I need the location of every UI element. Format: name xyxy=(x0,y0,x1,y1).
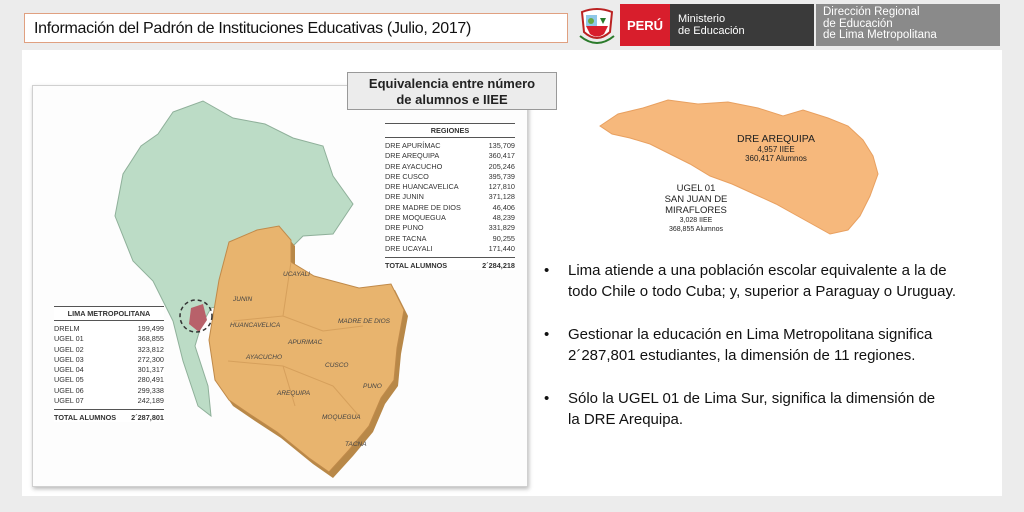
bullet-item xyxy=(542,260,1002,302)
table-row xyxy=(54,365,164,375)
map-label-arequipa: AREQUIPA xyxy=(277,390,311,397)
table-row xyxy=(385,141,515,151)
bullet-line: todo Chile o todo Cuba; y, superior a Paraguay o Uruguay. xyxy=(568,283,957,300)
bullet-dot-icon: • xyxy=(544,262,550,279)
row-name: DRE APURÍMAC xyxy=(385,141,441,150)
row-value: 299,338 xyxy=(137,385,164,395)
map-label-huancavelica: HUANCAVELICA xyxy=(230,322,281,329)
lima-total xyxy=(54,409,164,422)
arequipa-alumnos: 360,417 Alumnos xyxy=(745,154,807,163)
bullet-line: 2´287,801 estudiantes, la dimensión de 11 regiones. xyxy=(568,347,916,364)
row-name: UGEL 07 xyxy=(54,396,84,406)
row-name: DRE AYACUCHO xyxy=(385,161,443,171)
row-name: DRE JUNIN xyxy=(385,192,424,202)
row-value: 360,417 xyxy=(488,151,515,161)
bullet-line: Sólo la UGEL 01 de Lima Sur, significa la dimensión de xyxy=(568,390,936,407)
ugel01-iiee: 3,028 IIEE xyxy=(679,217,713,224)
row-value: 272,300 xyxy=(137,354,164,364)
map-label-cusco: CUSCO xyxy=(325,362,349,369)
table-row xyxy=(385,172,515,182)
ministerio-line-1: Ministerio xyxy=(678,13,726,25)
regiones-total xyxy=(385,257,515,270)
row-name: DRE MOQUEGUA xyxy=(385,213,446,223)
row-value: 242,189 xyxy=(137,396,164,406)
row-value: 331,829 xyxy=(488,223,515,233)
row-name: UGEL 05 xyxy=(54,375,84,385)
table-row xyxy=(385,182,515,192)
direccion-line-2: de Educación xyxy=(823,17,893,30)
total-label: TOTAL ALUMNOS xyxy=(54,413,117,423)
table-row xyxy=(54,375,164,385)
table-row xyxy=(385,234,515,244)
ugel01-line-2: SAN JUAN DE xyxy=(664,194,728,205)
map-label-puno: PUNO xyxy=(363,383,382,390)
map-south-regions xyxy=(209,226,404,472)
table-row xyxy=(385,203,515,213)
arequipa-title: DRE AREQUIPA xyxy=(737,133,815,145)
direccion-line-3: de Lima Metropolitana xyxy=(823,29,937,41)
table-row xyxy=(54,396,164,406)
row-value: 135,709 xyxy=(488,141,515,150)
table-row xyxy=(54,386,164,396)
row-name: DRE UCAYALI xyxy=(385,243,433,253)
bullet-line: la DRE Arequipa. xyxy=(568,411,684,428)
arequipa-iiee: 4,957 IIEE xyxy=(757,145,795,154)
table-row xyxy=(54,324,164,334)
total-value: 2´287,801 xyxy=(131,413,164,423)
map-label-junin: JUNIN xyxy=(233,296,253,303)
equivalencia-line-2: de alumnos e IIEE xyxy=(396,92,508,107)
ugel01-line-3: MIRAFLORES xyxy=(665,205,727,216)
equivalencia-box xyxy=(347,72,557,110)
map-label-tacna: TACNA xyxy=(345,441,367,448)
table-row xyxy=(54,334,164,344)
ugel01-alumnos: 368,855 Alumnos xyxy=(668,226,724,233)
bullet-dot-icon: • xyxy=(544,326,550,343)
bullet-list xyxy=(542,260,1002,452)
map-label-ucayali: UCAYALI xyxy=(283,271,310,278)
row-name: DRE MADRE DE DIOS xyxy=(385,202,461,212)
regiones-table xyxy=(385,123,515,270)
drelm-logo xyxy=(816,4,1000,46)
peru-crest-icon xyxy=(578,6,616,46)
ugel01-line-1: UGEL 01 xyxy=(676,183,716,194)
map-label-apurimac: APURIMAC xyxy=(288,339,323,346)
row-value: 46,406 xyxy=(492,202,515,212)
row-value: 48,239 xyxy=(492,213,515,223)
row-name: UGEL 02 xyxy=(54,344,84,354)
table-row xyxy=(385,213,515,223)
row-name: DRE PUNO xyxy=(385,223,424,233)
title-box xyxy=(24,13,568,43)
equivalencia-line-1: Equivalencia entre número xyxy=(368,76,536,91)
row-value: 280,491 xyxy=(137,375,164,385)
row-value: 323,812 xyxy=(137,344,164,354)
table-row xyxy=(54,355,164,365)
row-value: 368,855 xyxy=(137,334,164,344)
table-row xyxy=(385,162,515,172)
arequipa-info xyxy=(726,133,826,163)
row-value: 205,246 xyxy=(488,161,515,171)
bullet-dot-icon: • xyxy=(544,390,550,407)
bullet-item xyxy=(542,388,1002,430)
arequipa-shape xyxy=(600,100,878,234)
table-row xyxy=(385,223,515,233)
lima-table xyxy=(54,306,164,422)
ugel01-info xyxy=(656,183,736,234)
row-name: DRE HUANCAVELICA xyxy=(385,182,459,192)
lima-header: LIMA METROPOLITANA xyxy=(54,306,164,321)
total-label: TOTAL ALUMNOS xyxy=(385,261,448,271)
row-value: 395,739 xyxy=(488,171,515,181)
row-value: 90,255 xyxy=(492,233,515,243)
row-value: 127,810 xyxy=(488,182,515,192)
ministerio-line-2: de Educación xyxy=(678,25,745,37)
row-name: DRE AREQUIPA xyxy=(385,151,440,161)
peru-logo: PERÚ xyxy=(620,4,670,46)
row-name: UGEL 01 xyxy=(54,334,84,344)
row-name: DRE CUSCO xyxy=(385,171,429,181)
bullet-item xyxy=(542,324,1002,366)
page-title: Información del Padrón de Instituciones Educativas (Julio, 2017) xyxy=(34,20,472,37)
total-value: 2´284,218 xyxy=(482,261,515,271)
row-name: UGEL 04 xyxy=(54,365,84,375)
direccion-line-1: Dirección Regional xyxy=(823,6,920,18)
row-value: 301,317 xyxy=(137,365,164,375)
table-row xyxy=(385,244,515,254)
row-name: DRE TACNA xyxy=(385,233,427,243)
table-row xyxy=(385,151,515,161)
row-value: 171,440 xyxy=(488,243,515,253)
map-label-madre-de-dios: MADRE DE DIOS xyxy=(338,318,391,325)
bullet-line: Gestionar la educación en Lima Metropolitana significa xyxy=(568,326,933,343)
map-label-ayacucho: AYACUCHO xyxy=(246,354,282,361)
row-name: UGEL 06 xyxy=(54,385,84,395)
ministerio-logo xyxy=(670,4,814,46)
table-row xyxy=(385,192,515,202)
row-value: 199,499 xyxy=(137,324,164,333)
table-row xyxy=(54,345,164,355)
map-label-moquegua: MOQUEGUA xyxy=(322,414,361,421)
row-name: DRELM xyxy=(54,324,80,333)
regiones-header: REGIONES xyxy=(385,123,515,138)
row-value: 371,128 xyxy=(488,192,515,202)
row-name: UGEL 03 xyxy=(54,354,84,364)
bullet-line: Lima atiende a una población escolar equivalente a la de xyxy=(568,262,947,279)
arequipa-map xyxy=(598,96,888,238)
